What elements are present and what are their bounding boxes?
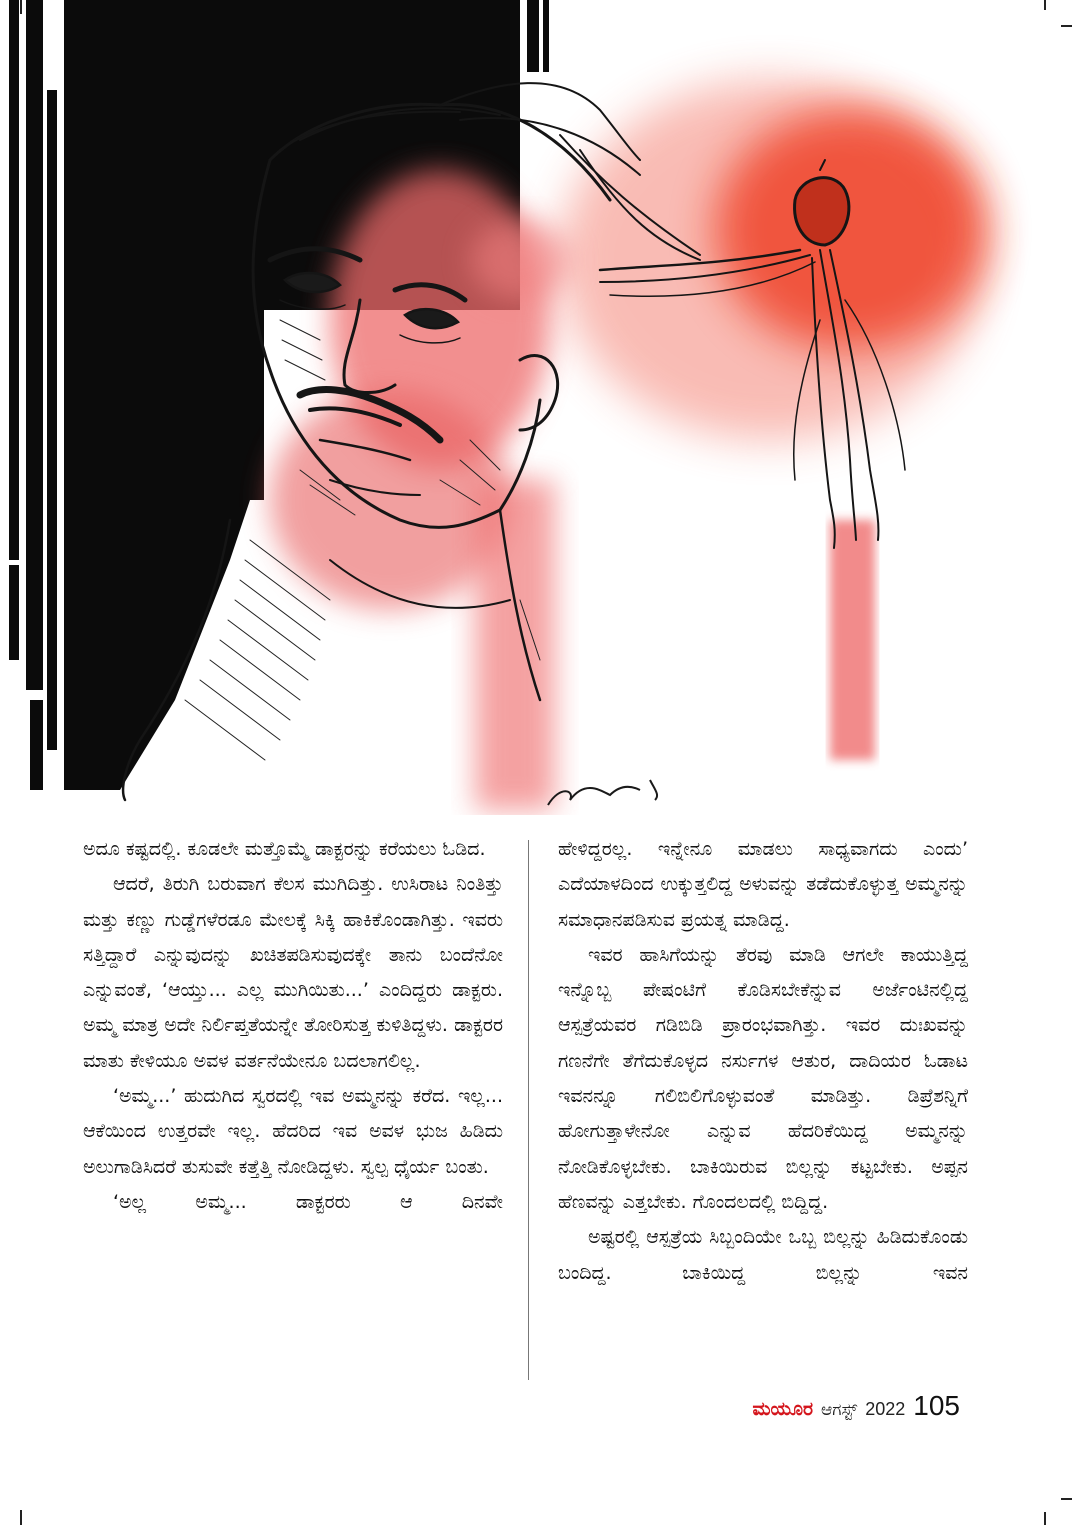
paragraph: ಆದರೆ, ತಿರುಗಿ ಬರುವಾಗ ಕೆಲಸ ಮುಗಿದಿತ್ತು. ಉಸಿರಾಟ ನಿಂತಿತ್ತು ಮತ್ತು ಕಣ್ಣು ಗುಡ್ಡೆಗಳೆರಡೂ ಮೇಲಕ್ಕೆ ಸಿಕ್ಕಿ ಹಾಕಿಕೊಂಡಾಗಿತ್ತು. ಇವರು ಸತ್ತಿದ್ದಾರೆ ಎನ್ನುವುದನ್ನು ಖಚಿತಪಡಿಸುವುದಕ್ಕೇ ತಾನು ಬಂದೆನೋ ಎನ್ನುವಂತೆ, ‘ಆಯ್ತು... ಎಲ್ಲ ಮುಗಿಯಿತು...’ ಎಂದಿದ್ದರು ಡಾಕ್ಟರು. ಅಮ್ಮ ಮಾತ್ರ ಅದೇ ನಿರ್ಲಿಪ್ತತೆಯನ್ನೇ ತೋರಿಸುತ್ತ ಕುಳಿತಿದ್ದಳು. ಡಾಕ್ಟರರ ಮಾತು ಕೇಳಿಯೂ ಅವಳ ವರ್ತನೆಯೇನೂ ಬದಲಾಗಲಿಲ್ಲ. xyxy=(83,873,503,1072)
paragraph: ಅದೂ ಕಷ್ಟದಲ್ಲಿ. ಕೂಡಲೇ ಮತ್ತೊಮ್ಮೆ ಡಾಕ್ಟರನ್ನು ಕರೆಯಲು ಓಡಿದ. xyxy=(83,838,486,860)
page-number: 105 xyxy=(913,1390,960,1421)
text-column-left xyxy=(83,832,503,1220)
paragraph: ಹೇಳಿದ್ದರಲ್ಲ. ಇನ್ನೇನೂ ಮಾಡಲು ಸಾಧ್ಯವಾಗದು ಎಂದು’ ಎದೆಯಾಳದಿಂದ ಉಕ್ಕುತ್ತಲಿದ್ದ ಅಳುವನ್ನು ತಡೆದುಕೊಳ್ಳುತ್ತ ಅಮ್ಮನನ್ನು ಸಮಾಧಾನಪಡಿಸುವ ಪ್ರಯತ್ನ ಮಾಡಿದ್ದ. xyxy=(558,838,968,931)
paragraph: ಅಷ್ಟರಲ್ಲಿ ಆಸ್ಪತ್ರೆಯ ಸಿಬ್ಬಂದಿಯೇ ಒಬ್ಬ ಬಿಲ್ಲನ್ನು ಹಿಡಿದುಕೊಂಡು ಬಂದಿದ್ದ. ಬಾಕಿಯಿದ್ದ ಬಿಲ್ಲನ್ನು ಇವನ xyxy=(558,1226,968,1284)
paragraph: ಇವರ ಹಾಸಿಗೆಯನ್ನು ತೆರವು ಮಾಡಿ ಆಗಲೇ ಕಾಯುತ್ತಿದ್ದ ಇನ್ನೊಬ್ಬ ಪೇಷಂಟಿಗೆ ಕೊಡಿಸಬೇಕೆನ್ನುವ ಅರ್ಜೆಂಟಿನಲ್ಲಿದ್ದ ಆಸ್ಪತ್ರೆಯವರ ಗಡಿಬಿಡಿ ಪ್ರಾರಂಭವಾಗಿತ್ತು. ಇವರ ದುಃಖವನ್ನು ಗಣನೆಗೇ ತೆಗೆದುಕೊಳ್ಳದ ನರ್ಸುಗಳ ಆತುರ, ದಾದಿಯರ ಓಡಾಟ ಇವನನ್ನೂ ಗಲಿಬಿಲಿಗೊಳ್ಳುವಂತೆ ಮಾಡಿತ್ತು. ಡಿಪ್ರೆಶನ್ನಿಗೆ ಹೋಗುತ್ತಾಳೇನೋ ಎನ್ನುವ ಹೆದರಿಕೆಯಿದ್ದ ಅಮ್ಮನನ್ನು ನೋಡಿಕೊಳ್ಳಬೇಕು. ಬಾಕಿಯಿರುವ ಬಿಲ್ಲನ್ನು ಕಟ್ಟಬೇಕು. ಅಪ್ಪನ ಹೆಣವನ್ನು ಎತ್ತಬೇಕು. ಗೊಂದಲದಲ್ಲಿ ಬಿದ್ದಿದ್ದ. xyxy=(558,943,968,1213)
magazine-brand: ಮಯೂರ xyxy=(752,1398,814,1420)
crop-mark-bottom-right xyxy=(1044,1512,1046,1525)
paragraph: ‘ಅಲ್ಲ ಅಮ್ಮ... ಡಾಕ್ಟರರು ಆ ದಿನವೇ xyxy=(113,1190,503,1213)
crop-mark-bottom-left xyxy=(20,1510,22,1525)
paragraph: ‘ಅಮ್ಮ...’ ಹುದುಗಿದ ಸ್ವರದಲ್ಲಿ ಇವ ಅಮ್ಮನನ್ನು ಕರೆದ. ಇಲ್ಲ... ಆಕೆಯಿಂದ ಉತ್ತರವೇ ಇಲ್ಲ. ಹೆದರಿದ ಇವ ಅವಳ ಭುಜ ಹಿಡಿದು ಅಲುಗಾಡಿಸಿದರೆ ತುಸುವೇ ಕತ್ತೆತ್ತಿ ನೋಡಿದ್ದಳು. ಸ್ವಲ್ಪ ಧೈರ್ಯ ಬಂತು. xyxy=(83,1085,503,1178)
page-footer xyxy=(752,1390,960,1430)
issue-year: 2022 xyxy=(865,1399,906,1419)
text-column-right xyxy=(558,832,968,1291)
column-divider xyxy=(528,840,529,1380)
artist-signature xyxy=(548,780,657,805)
crop-mark-right-lower xyxy=(1061,1498,1072,1500)
issue-month: ಆಗಸ್ಟ್ xyxy=(821,1400,858,1420)
